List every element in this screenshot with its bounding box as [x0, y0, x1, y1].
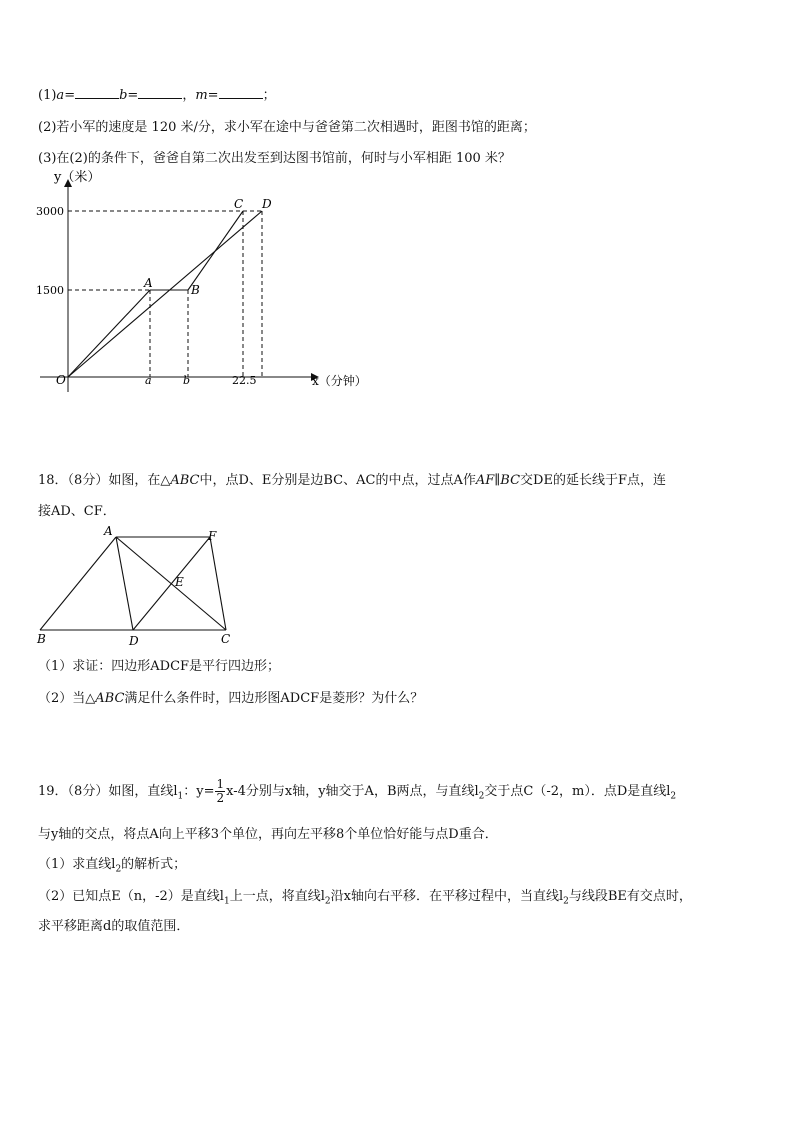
x-tick-22.5: 22.5	[232, 374, 257, 387]
segment-AB	[40, 537, 116, 630]
q18-part2: （2）当△ABC满足什么条件时，四边形图ADCF是菱形？为什么？	[38, 691, 424, 706]
q18-stem-line1: 18．（8分）如图，在△ABC中，点D、E分别是边BC、AC的中点，过点A作AF∥BC交DE的延长线于F点，连	[38, 473, 666, 488]
vertex-C-label: C	[221, 632, 231, 646]
point-D-label: D	[129, 634, 139, 648]
line-OD	[68, 211, 262, 377]
vertex-A-label: A	[104, 524, 113, 538]
point-E-label: E	[175, 575, 184, 589]
y-axis-label: y（米）	[54, 170, 101, 185]
vertex-F-label: F	[208, 529, 217, 543]
q18-part1: （1）求证：四边形ADCF是平行四边形；	[38, 659, 281, 674]
y-tick-1500: 1500	[36, 284, 64, 297]
origin-label: O	[56, 373, 66, 387]
parallelogram-figure	[0, 520, 260, 650]
q17-part3: (3)在(2)的条件下，爸爸自第二次出发至到达图书馆前，何时与小军相距 100 米？	[38, 151, 511, 166]
x-axis-label: x（分钟）	[312, 374, 367, 388]
line-OA	[68, 290, 150, 377]
x-tick-b: b	[183, 374, 191, 387]
point-A-label: A	[144, 276, 153, 290]
segment-FC	[210, 537, 226, 630]
answer-blank-m[interactable]	[219, 86, 263, 99]
q19-stem-line1: 19．（8分）如图，直线$l_1$：y= $\frac{1}{2}$ x-4分别与x轴，y轴交于A，B两点，与直线$l_2$交于点C（-2，m）．点D是直线$l_2$	[38, 777, 677, 805]
y-tick-3000: 3000	[36, 205, 64, 218]
q18-stem-line2: 接AD、CF．	[38, 504, 116, 519]
point-D-label: D	[262, 197, 272, 211]
x-tick-a: a	[145, 374, 152, 387]
segment-AD	[116, 537, 133, 630]
q19-stem-line2: 与y轴的交点，将点A向上平移3个单位，再向左平移8个单位恰好能与点D重合．	[38, 827, 498, 842]
q19-part1: （1）求直线$l_2$的解析式；	[38, 857, 187, 875]
q19-part2: （2）已知点E（n，-2）是直线$l_1$上一点，将直线$l_2$沿x轴向右平移．在平移过程中，当直线$l_2$与线段BE有交点时，	[38, 889, 692, 907]
segment-DF	[133, 537, 210, 630]
answer-blank-b[interactable]	[138, 86, 182, 99]
point-C-label: C	[234, 197, 244, 211]
q17-part1: (1)a= b= ，m= ；	[38, 88, 276, 103]
q19-part2-cont: 求平移距离d的取值范围．	[38, 919, 190, 934]
q17-part2: (2)若小军的速度是 120 米/分，求小军在途中与爸爸第二次相遇时，距图书馆的距离；	[38, 120, 536, 135]
fraction-one-half: $\frac{1}{2}$	[216, 777, 225, 805]
answer-blank-a[interactable]	[75, 86, 119, 99]
point-B-label: B	[191, 283, 200, 297]
distance-time-graph	[0, 160, 400, 400]
vertex-B-label: B	[37, 632, 46, 646]
